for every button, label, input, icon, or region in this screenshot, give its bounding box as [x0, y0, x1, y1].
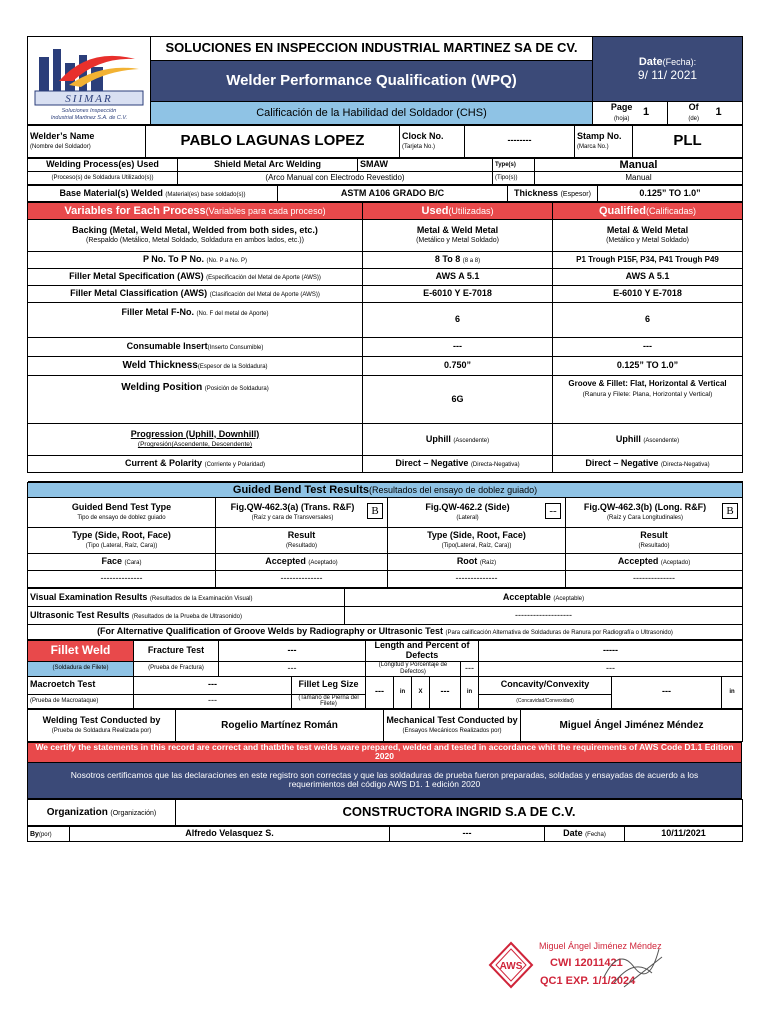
variable-used-cell — [363, 251, 553, 268]
alternative-text-es: (Para calificación Alternativa de Soldaduras de Ranura por Radiografía o Ultrasonido) — [445, 630, 673, 637]
certify-table — [27, 742, 742, 799]
variable-used: Uphill — [425, 433, 451, 444]
r1-type2-es: (Raíz) — [479, 560, 497, 567]
variable-qualified-cell — [553, 423, 743, 455]
visual-label-es: (Resultados de la Examinación Visual) — [149, 595, 253, 602]
base-material-label: Base Material(s) Welded — [59, 187, 163, 198]
form-title: Welder Performance Qualification (WPQ) — [151, 60, 593, 101]
welding-label: Welding Test Conducted by — [42, 714, 161, 725]
bend-long-es: (Raíz y Cara Longitudinales) — [606, 515, 684, 522]
ultrasonic-label-cell — [28, 606, 345, 624]
side-checkbox[interactable]: -- — [545, 503, 561, 519]
variables-table — [27, 202, 743, 482]
sign-date-value: 10/11/2021 — [625, 826, 743, 841]
date-cell — [593, 37, 743, 102]
variable-qualified-es: (Ranura y Filete: Plana, Horizontal y Vertical) — [582, 390, 713, 398]
fracture-value2: --- — [219, 661, 366, 676]
ultrasonic-label: Ultrasonic Test Results — [30, 609, 130, 620]
variable-used: 0.750” — [363, 356, 553, 375]
variable-row-position — [28, 375, 743, 423]
by-table — [27, 826, 743, 842]
of-label-es: (de) — [688, 116, 700, 123]
variable-used: E-6010 Y E-7018 — [363, 285, 553, 302]
by-value: Alfredo Velasquez S. — [70, 826, 390, 841]
bend-side-cell — [388, 497, 566, 527]
organization-label-es: (Organización) — [110, 809, 157, 817]
variable-used: Direct – Negative — [395, 458, 469, 469]
bend-side: Fig.QW-462.2 (Side) — [425, 501, 510, 512]
organization-label-cell — [28, 799, 176, 825]
process-label-es: (Proceso(s) de Soldadura Utilizado(s)) — [28, 171, 178, 184]
variable-label: Filler Metal F-No. — [121, 306, 194, 317]
thickness-label-cell — [508, 185, 598, 201]
base-material-label-cell — [28, 185, 278, 201]
variables-header-qualified — [553, 202, 743, 219]
bend-title-cell — [28, 482, 743, 497]
r1-type2: Root — [456, 556, 478, 567]
variable-qualified: 6 — [553, 302, 743, 337]
variable-label-es: (Especificación del Metal de Aporte (AWS)) — [206, 275, 321, 282]
r1-type-es: (Cara) — [124, 560, 142, 567]
col-type2-cell — [388, 527, 566, 553]
visual-label-cell — [28, 588, 345, 606]
logo-graphic — [29, 37, 149, 121]
col-result-cell — [216, 527, 388, 553]
col-type-es: (Tipo (Lateral, Raíz, Cara)) — [85, 543, 158, 550]
variable-label-cell — [28, 455, 363, 472]
visual-value: Acceptable — [502, 591, 551, 602]
by-label-es: (por) — [38, 832, 52, 838]
col-type2: Type (Side, Root, Face) — [427, 529, 526, 540]
of-label: Of — [688, 102, 699, 113]
welding-value: Rogelio Martínez Román — [176, 709, 384, 741]
clock-label-es: (Tarjeta No.) — [402, 144, 436, 151]
variable-qualified-cell — [553, 375, 743, 423]
variables-title-es: (Variables para cada proceso) — [205, 205, 326, 216]
page-label: Page — [610, 102, 633, 113]
welder-table — [27, 125, 743, 158]
wpq-form — [27, 36, 742, 842]
variable-row-backing — [28, 219, 743, 251]
process-code: SMAW — [358, 158, 493, 171]
col-result2-cell — [566, 527, 743, 553]
page-value: 1 — [642, 106, 650, 119]
r1-result-cell — [216, 553, 388, 570]
organization-table — [27, 799, 743, 826]
variable-qualified: Direct – Negative — [585, 458, 659, 469]
variable-label-cell — [28, 423, 363, 455]
concavity-value: --- — [612, 676, 722, 708]
alternative-cell — [28, 624, 743, 639]
concavity-label: Concavity/Convexity — [479, 676, 612, 694]
variable-label: Backing (Metal, Weld Metal, Welded from both sides, etc.) — [72, 224, 318, 235]
variable-label: P No. To P No. — [142, 254, 204, 265]
stamp-label: Stamp No. — [577, 130, 622, 141]
sign-date-label-cell — [545, 826, 625, 841]
r1-result2-es: (Aceptado) — [660, 560, 691, 567]
variable-row-insert — [28, 337, 743, 356]
sign-date-label-es: (Fecha) — [585, 832, 606, 838]
variable-qualified-es: (Directa-Negativa) — [660, 462, 710, 469]
header-table — [27, 36, 743, 125]
variable-qualified: 0.125” TO 1.0” — [553, 356, 743, 375]
mech-label-es: (Ensayos Mecánicos Realizados por) — [402, 728, 502, 735]
variable-used: 6G — [363, 375, 553, 423]
inspector-stamp — [484, 937, 674, 997]
variable-used: 6 — [363, 302, 553, 337]
stamp-exp: QC1 EXP. 1/1/2024 — [540, 975, 636, 987]
fillet-title-es: (Soldadura de Filete) — [28, 661, 134, 676]
bend-table — [27, 482, 743, 588]
defects-value2: --- — [461, 661, 479, 676]
spacer — [28, 472, 743, 481]
bend-type-label: Guided Bend Test Type — [71, 501, 172, 512]
long-checkbox[interactable]: B — [722, 503, 738, 519]
macro-label: Macroetch Test — [28, 676, 134, 694]
col-type: Type (Side, Root, Face) — [72, 529, 171, 540]
leg-value2: --- — [430, 676, 461, 708]
col-result2: Result — [640, 529, 668, 540]
col-result-es: (Resultado) — [285, 543, 317, 550]
variable-label-es: (Progresión(Ascendente, Descendente) — [137, 441, 253, 449]
process-value-es: (Arco Manual con Electrodo Revestido) — [178, 171, 493, 184]
macro-value2: --- — [134, 694, 292, 708]
variable-qualified: --- — [553, 337, 743, 356]
r1-type2-cell — [388, 553, 566, 570]
variable-label: Consumable Insert — [126, 341, 208, 352]
variable-label-es: (Posición de Soldadura) — [204, 385, 269, 392]
variable-label-cell — [28, 302, 363, 337]
r2-result: -------------- — [216, 570, 388, 587]
variable-label: Weld Thickness — [122, 360, 198, 372]
bend-trans: Fig.QW-462.3(a) (Trans. R&F) — [230, 501, 355, 512]
variable-label-es: (No. F del metal de Aporte) — [196, 310, 269, 317]
leg-unit2: in — [461, 676, 479, 708]
defects-label-es: (Longitud y Porcentaje de Defectos) — [366, 661, 461, 676]
variables-title: Variables for Each Process — [64, 204, 206, 217]
date-value: 9/ 11/ 2021 — [637, 67, 698, 82]
table-row — [28, 570, 743, 587]
by-label-cell — [28, 826, 70, 841]
r1-type: Face — [101, 556, 122, 567]
stamp-value: PLL — [633, 125, 743, 157]
variable-label: Current & Polarity — [125, 458, 203, 469]
fillet-title: Fillet Weld — [28, 640, 134, 661]
type-label: Type(s) — [493, 158, 535, 171]
variable-used-es: (Directa-Negativa) — [470, 462, 520, 469]
r1-result2: Accepted — [617, 556, 659, 567]
leg-label-es: (Tamaño de Pierna del Filete) — [292, 694, 366, 708]
svg-text:Soluciones Inspección: Soluciones Inspección — [61, 108, 117, 114]
variable-label-es: (Corriente y Polaridad) — [204, 462, 265, 469]
bend-side-es: (Lateral) — [456, 515, 479, 522]
type-value-es: Manual — [535, 171, 743, 184]
col-result2-es: (Resultado) — [638, 543, 670, 550]
variable-label-cell — [28, 251, 363, 268]
concavity-unit: in — [722, 676, 743, 708]
leg-label: Fillet Leg Size — [292, 676, 366, 694]
organization-label: Organization — [46, 806, 108, 818]
mech-label-cell — [384, 709, 521, 741]
page-label-es: (hoja) — [614, 116, 630, 123]
visual-label: Visual Examination Results — [30, 591, 148, 602]
bend-title: Guided Bend Test Results — [232, 483, 369, 496]
organization-value: CONSTRUCTORA INGRID S.A DE C.V. — [176, 799, 743, 825]
leg-value1: --- — [366, 676, 394, 708]
leg-unit1: in — [394, 676, 412, 708]
visual-value-cell — [345, 588, 743, 606]
thickness-label: Thickness — [514, 187, 559, 198]
thickness-label-es: (Espesor) — [560, 190, 591, 198]
variable-row-fno — [28, 302, 743, 337]
certify-en: We certify the statements in this record are correct and thatbthe test welds ware prepared, welded and tested in accordance whit the requirements of AWS Code D1.1 Edition 2020 — [28, 742, 742, 762]
defects-value: ----- — [479, 640, 743, 661]
type-label-es: (Tipo(s)) — [493, 171, 535, 184]
variable-qualified-es: (Metálico y Metal Soldado) — [606, 237, 689, 245]
defects-label: Length and Percent of Defects — [366, 640, 479, 661]
variable-label: Filler Metal Classification (AWS) — [70, 288, 208, 299]
form-subtitle: Calificación de la Habilidad del Soldador (CHS) — [151, 102, 593, 125]
variable-used: 8 To 8 — [434, 254, 461, 265]
ultrasonic-value: ------------------- — [345, 606, 743, 624]
variable-label-es: (Respaldo (Metálico, Metal Soldado, Soldadura en ambos lados, etc.)) — [86, 237, 304, 245]
r2-result2: -------------- — [566, 570, 743, 587]
variable-label-cell — [28, 268, 363, 285]
by-label: By — [30, 831, 39, 838]
ultrasonic-label-es: (Resultados de la Prueba de Ultrasonido) — [131, 613, 242, 620]
clock-label: Clock No. — [402, 130, 444, 141]
r1-type-cell — [28, 553, 216, 570]
variable-label-es: (Espesor de la Soldadura) — [197, 364, 268, 371]
fracture-value: --- — [219, 640, 366, 661]
svg-text:Industrial Martinez S.A. de C.: Industrial Martinez S.A. de C.V. — [50, 115, 128, 121]
variable-used: Metal & Weld Metal — [416, 224, 499, 235]
qualified-title-es: (Calificadas) — [646, 205, 697, 216]
variable-row-progression — [28, 423, 743, 455]
fillet-table — [27, 640, 743, 709]
table-row — [28, 553, 743, 570]
process-value: Shield Metal Arc Welding — [178, 158, 358, 171]
variables-header-used — [363, 202, 553, 219]
col-result: Result — [287, 529, 316, 540]
variable-qualified-es: (Ascendente) — [643, 437, 680, 444]
variable-used-es: (Metálico y Metal Soldado) — [416, 237, 499, 245]
page-cell — [593, 102, 668, 125]
conducted-table — [27, 709, 743, 742]
bend-trans-cell — [216, 497, 388, 527]
stamp-seal-text: AWS — [499, 961, 523, 972]
type-value: Manual — [535, 158, 743, 171]
stamp-label-cell — [575, 125, 633, 157]
variable-row-spec — [28, 268, 743, 285]
stamp-cwi: CWI 12011421 — [550, 957, 623, 969]
fracture-label-es: (Prueba de Fractura) — [134, 661, 219, 676]
bend-type-label-cell — [28, 497, 216, 527]
clock-label-cell — [400, 125, 465, 157]
alternative-text: (For Alternative Qualification of Groove Welds by Radiography or Ultrasonic Test — [97, 626, 443, 637]
used-title: Used — [421, 204, 449, 217]
of-cell — [668, 102, 743, 125]
thickness-value: 0.125” TO 1.0” — [598, 185, 743, 201]
variables-header-left — [28, 202, 363, 219]
variable-qualified: Metal & Weld Metal — [606, 224, 689, 235]
variable-used-cell — [363, 219, 553, 251]
variable-used-cell — [363, 455, 553, 472]
by-mid: --- — [390, 826, 545, 841]
variable-label-es: (Clasificación del Metal de Aporte (AWS)) — [209, 292, 320, 299]
bend-long-cell — [566, 497, 743, 527]
stamp-graphic — [484, 937, 674, 997]
variable-row-class — [28, 285, 743, 302]
variable-qualified: E-6010 Y E-7018 — [553, 285, 743, 302]
variable-qualified-cell — [553, 219, 743, 251]
welder-name-label-cell — [28, 125, 146, 157]
variable-used: --- — [363, 337, 553, 356]
mech-value: Miguel Ángel Jiménez Méndez — [521, 709, 743, 741]
base-material-table — [27, 185, 743, 202]
variable-label-es: (Inserto Consumible) — [207, 345, 264, 352]
qualified-title: Qualified — [598, 204, 647, 217]
welding-label-es: (Prueba de Soldadura Realizada por) — [51, 728, 152, 735]
fracture-label: Fracture Test — [134, 640, 219, 661]
r2-type: -------------- — [28, 570, 216, 587]
exam-table — [27, 588, 743, 640]
clock-value: -------- — [465, 125, 575, 157]
date-label: Date — [638, 56, 663, 69]
variable-used: AWS A 5.1 — [363, 268, 553, 285]
variable-used-es: (Ascendente) — [453, 437, 490, 444]
stamp-label-es: (Marca No.) — [577, 144, 609, 151]
variable-row-current — [28, 455, 743, 472]
col-type2-es: (Tipo(Lateral, Raíz, Cara)) — [441, 543, 512, 550]
base-material-value: ASTM A106 GRADO B/C — [278, 185, 508, 201]
company-logo — [28, 37, 151, 125]
trans-checkbox[interactable]: B — [367, 503, 383, 519]
variable-row-thickness — [28, 356, 743, 375]
variable-label: Welding Position — [121, 381, 203, 393]
variable-used-cell — [363, 423, 553, 455]
bend-long: Fig.QW-462.3(b) (Long. R&F) — [583, 501, 707, 512]
variable-qualified: AWS A 5.1 — [553, 268, 743, 285]
variable-row-pno — [28, 251, 743, 268]
variable-label-cell — [28, 375, 363, 423]
company-name: SOLUCIONES EN INSPECCION INDUSTRIAL MARTINEZ SA DE CV. — [151, 37, 593, 61]
visual-value-es: (Aceptable) — [553, 595, 585, 602]
defects-value3: --- — [479, 661, 743, 676]
used-title-es: (Utilizadas) — [448, 205, 494, 216]
date-label-es: (Fecha): — [662, 57, 697, 68]
welder-name-label-es: (Nombre del Soldador) — [30, 144, 91, 151]
bend-type-label-es: Tipo de ensayo de doblez guiado — [77, 515, 166, 522]
stamp-name: Miguel Ángel Jiménez Méndez — [539, 941, 662, 951]
variable-label-cell — [28, 285, 363, 302]
macro-label-es: (Prueba de Macroataque) — [28, 694, 134, 708]
variable-qualified: P1 Trough P15F, P34, P41 Trough P49 — [576, 255, 719, 265]
variable-qualified-cell — [553, 455, 743, 472]
process-table — [27, 158, 743, 185]
variable-label: Progression (Uphill, Downhill) — [130, 428, 260, 439]
concavity-label-es: (Concavidad/Convexidad) — [479, 694, 612, 708]
certify-es: Nosotros certificamos que las declaraciones en este registro son correctas y que las soldaduras de prueba fueron preparadas, soldadas y ensayadas de acuerdo a los requerimientos del código AWS D1. 1 edición 2020 — [28, 762, 742, 798]
variable-label-cell — [28, 337, 363, 356]
base-material-label-es: (Material(es) base soldado(s)) — [165, 191, 246, 198]
bend-trans-es: (Raíz y cara de Transversales) — [251, 515, 334, 522]
bend-title-es: (Resultados del ensayo de doblez guiado) — [369, 484, 538, 495]
of-value: 1 — [715, 106, 722, 119]
r2-type2: -------------- — [388, 570, 566, 587]
mech-label: Mechanical Test Conducted by — [386, 714, 518, 725]
variable-label-cell — [28, 219, 363, 251]
process-label: Welding Process(es) Used — [28, 158, 178, 171]
variable-qualified: Uphill — [615, 433, 641, 444]
r1-result: Accepted — [265, 556, 306, 567]
r1-result2-cell — [566, 553, 743, 570]
leg-x: X — [412, 676, 430, 708]
variable-used-es: (8 a 8) — [462, 258, 481, 265]
r1-result-es: (Aceptado) — [308, 560, 338, 567]
macro-value: --- — [134, 676, 292, 694]
variable-label-es: (No. P a No. P) — [206, 258, 248, 265]
variable-label-cell — [28, 356, 363, 375]
variable-qualified: Groove & Fillet: Flat, Horizontal & Vertical — [568, 378, 727, 388]
variable-label: Filler Metal Specification (AWS) — [69, 271, 204, 282]
variable-qualified-cell — [553, 251, 743, 268]
welder-name: PABLO LAGUNAS LOPEZ — [146, 125, 400, 157]
sign-date-label: Date — [563, 828, 583, 838]
welding-label-cell — [28, 709, 176, 741]
col-type-cell — [28, 527, 216, 553]
svg-text:SIIMAR: SIIMAR — [65, 93, 113, 105]
welder-name-label: Welder’s Name — [30, 130, 95, 141]
